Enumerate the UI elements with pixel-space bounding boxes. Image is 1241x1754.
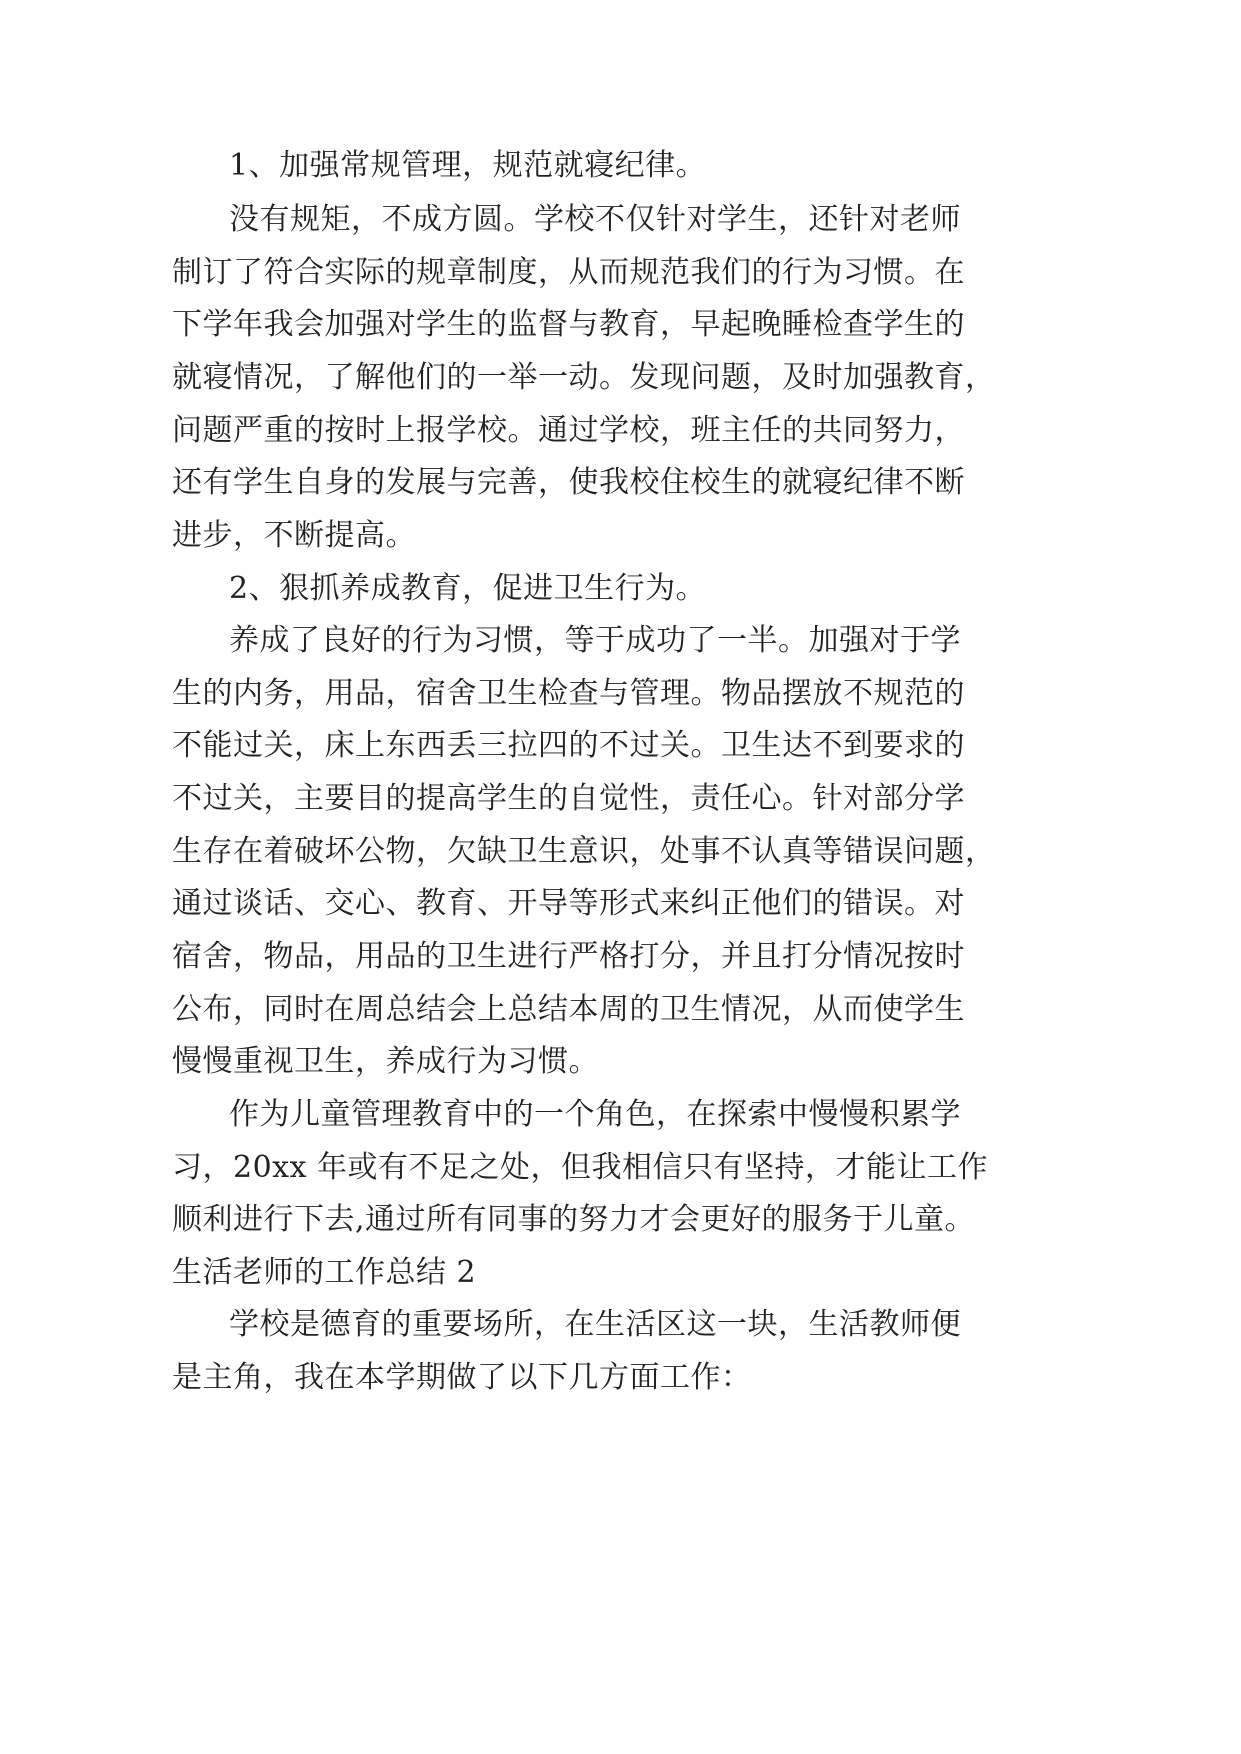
paragraph-line: 制订了符合实际的规章制度，从而规范我们的行为习惯。在 <box>172 255 965 290</box>
paragraph-line: 学校是德育的重要场所，在生活区这一块，生活教师便 <box>229 1307 961 1342</box>
paragraph-line: 下学年我会加强对学生的监督与教育，早起晚睡检查学生的 <box>172 307 965 342</box>
paragraph-line: 不能过关，床上东西丢三拉四的不过关。卫生达不到要求的 <box>172 728 965 763</box>
paragraph-line: 还有学生自身的发展与完善，使我校住校生的就寝纪律不断 <box>172 465 965 500</box>
paragraph-line: 生的内务，用品，宿舍卫生检查与管理。物品摆放不规范的 <box>172 676 965 711</box>
paragraph-line: 作为儿童管理教育中的一个角色，在探索中慢慢积累学 <box>229 1097 961 1132</box>
paragraph-line: 生存在着破坏公物，欠缺卫生意识，处事不认真等错误问题， <box>172 834 996 869</box>
paragraph-line: 慢慢重视卫生，养成行为习惯。 <box>172 1044 599 1079</box>
heading-item-1: 1、加强常规管理，规范就寝纪律。 <box>229 148 707 183</box>
paragraph-line: 进步，不断提高。 <box>172 518 416 553</box>
paragraph-line: 是主角，我在本学期做了以下几方面工作： <box>172 1360 752 1395</box>
paragraph-line: 通过谈话、交心、教育、开导等形式来纠正他们的错误。对 <box>172 886 965 921</box>
paragraph-line: 习，20xx 年或有不足之处，但我相信只有坚持，才能让工作 <box>172 1150 989 1185</box>
paragraph-line: 没有规矩，不成方圆。学校不仅针对学生，还针对老师 <box>229 202 961 237</box>
paragraph-line: 就寝情况，了解他们的一举一动。发现问题，及时加强教育， <box>172 360 996 395</box>
heading-item-2: 2、狠抓养成教育，促进卫生行为。 <box>229 571 707 606</box>
paragraph-line: 问题严重的按时上报学校。通过学校，班主任的共同努力， <box>172 413 965 448</box>
paragraph-line: 公布，同时在周总结会上总结本周的卫生情况，从而使学生 <box>172 992 965 1027</box>
paragraph-line: 不过关，主要目的提高学生的自觉性，责任心。针对部分学 <box>172 781 965 816</box>
section-title: 生活老师的工作总结 2 <box>172 1255 477 1290</box>
paragraph-line: 养成了良好的行为习惯，等于成功了一半。加强对于学 <box>229 623 961 658</box>
paragraph-line: 宿舍，物品，用品的卫生进行严格打分，并且打分情况按时 <box>172 939 965 974</box>
paragraph-line: 顺利进行下去,通过所有同事的努力才会更好的服务于儿童。 <box>172 1202 976 1237</box>
